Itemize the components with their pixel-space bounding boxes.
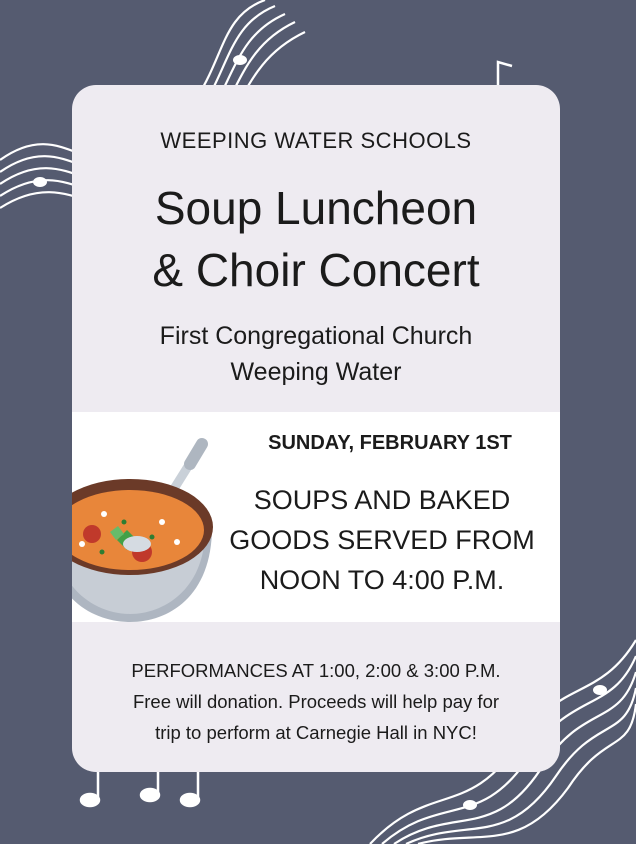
performance-times: PERFORMANCES AT 1:00, 2:00 & 3:00 P.M. — [131, 660, 501, 681]
donation-line-2: trip to perform at Carnegie Hall in NYC! — [155, 722, 477, 743]
details-band — [72, 412, 560, 622]
soup-bowl-icon — [72, 422, 217, 622]
title-line-1: Soup Luncheon — [154, 182, 478, 234]
flyer-card — [72, 85, 560, 772]
venue-line-1: First Congregational Church — [159, 322, 473, 350]
serving-line-3: NOON TO 4:00 P.M. — [259, 565, 505, 595]
organization-name: WEEPING WATER SCHOOLS — [160, 128, 472, 153]
serving-line-2: GOODS SERVED FROM — [229, 525, 535, 555]
venue-line-2: Weeping Water — [230, 358, 402, 386]
serving-info — [220, 480, 544, 600]
event-date: SUNDAY, FEBRUARY 1ST — [268, 432, 512, 454]
donation-line-1: Free will donation. Proceeds will help pay for — [132, 691, 500, 712]
venue — [72, 318, 560, 390]
serving-line-1: SOUPS AND BAKED — [253, 485, 511, 515]
title-line-2: & Choir Concert — [152, 244, 480, 296]
event-title — [72, 177, 560, 301]
performance-info — [72, 655, 560, 748]
